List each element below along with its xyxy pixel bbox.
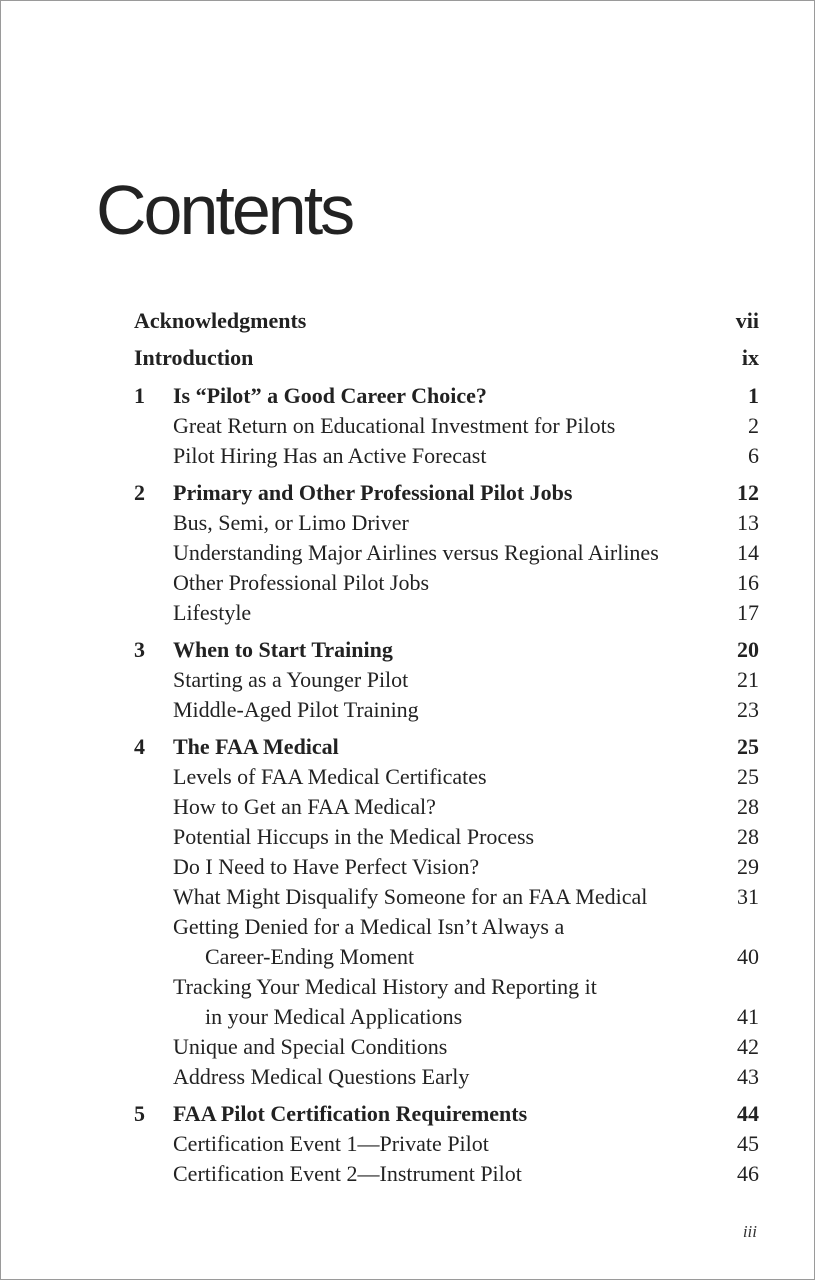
page-ref: 14 (737, 540, 759, 565)
toc-entry-chapter[interactable] (134, 478, 759, 508)
toc-entry-chapter[interactable] (134, 732, 759, 762)
toc-entry-section[interactable] (134, 1129, 759, 1159)
toc-entry-section[interactable] (134, 508, 759, 538)
toc-entry-section[interactable] (134, 1062, 759, 1092)
contents-heading: Contents (96, 171, 353, 249)
page-ref: 23 (737, 697, 759, 722)
page-ref: 28 (737, 824, 759, 849)
section-title: Bus, Semi, or Limo Driver (173, 510, 409, 535)
chapter-title: The FAA Medical (173, 734, 339, 759)
toc-entry-section[interactable] (134, 852, 759, 882)
section-title: Other Professional Pilot Jobs (173, 570, 430, 595)
toc-entry-section[interactable] (134, 912, 759, 942)
section-title: Middle-Aged Pilot Training (173, 697, 419, 722)
toc-entry-chapter[interactable] (134, 381, 759, 411)
section-title: Potential Hiccups in the Medical Process (173, 824, 535, 849)
page-ref: 12 (737, 480, 759, 505)
page-ref: vii (735, 308, 759, 333)
toc-entry-section[interactable] (134, 882, 759, 912)
page-ref: 41 (737, 1004, 759, 1029)
section-title: Do I Need to Have Perfect Vision? (173, 854, 480, 879)
toc-entry-section[interactable] (134, 1032, 759, 1062)
toc-entry-section[interactable] (134, 568, 759, 598)
toc-entry-section[interactable] (134, 538, 759, 568)
page-ref: 13 (737, 510, 759, 535)
page-ref: 31 (737, 884, 759, 909)
section-title: What Might Disqualify Someone for an FAA Medical (173, 884, 648, 909)
chapter-number: 2 (134, 480, 145, 505)
section-title: Certification Event 2—Instrument Pilot (173, 1161, 522, 1186)
section-title: Lifestyle (173, 600, 252, 625)
page-ref: 16 (737, 570, 759, 595)
toc-entry-section[interactable] (134, 1002, 759, 1032)
page-ref: 45 (737, 1131, 759, 1156)
toc-entry-section[interactable] (134, 972, 759, 1002)
section-title: Pilot Hiring Has an Active Forecast (173, 443, 487, 468)
chapter-title: FAA Pilot Certification Requirements (173, 1101, 528, 1126)
chapter-number: 4 (134, 734, 145, 759)
chapter-number: 5 (134, 1101, 145, 1126)
page-ref: 29 (737, 854, 759, 879)
page-ref: 21 (737, 667, 759, 692)
page-number: iii (742, 1222, 757, 1241)
chapter-number: 3 (134, 637, 145, 662)
section-title: How to Get an FAA Medical? (173, 794, 436, 819)
page-ref: 40 (737, 944, 759, 969)
page-ref: 6 (748, 443, 759, 468)
toc-entry-section[interactable] (134, 695, 759, 725)
chapter-number: 1 (134, 383, 145, 408)
section-title: Getting Denied for a Medical Isn’t Always a (173, 914, 565, 939)
page-ref: 46 (737, 1161, 759, 1186)
section-title: Address Medical Questions Early (173, 1064, 470, 1089)
page-ref: 2 (748, 413, 759, 438)
toc-entry-chapter[interactable] (134, 635, 759, 665)
toc-entry-section[interactable] (134, 792, 759, 822)
section-title: Understanding Major Airlines versus Regional Airlines (173, 540, 659, 565)
chapter-title: When to Start Training (173, 637, 393, 662)
toc-entry-section[interactable] (134, 1159, 759, 1189)
section-title: Starting as a Younger Pilot (173, 667, 409, 692)
toc-entry-section[interactable] (134, 762, 759, 792)
section-title: Career-Ending Moment (205, 944, 415, 969)
page-ref: 44 (737, 1101, 759, 1126)
section-title: Unique and Special Conditions (173, 1034, 448, 1059)
page-ref: 17 (737, 600, 759, 625)
page-ref: 25 (737, 734, 759, 759)
page-ref: ix (741, 345, 759, 370)
toc-entry-frontmatter[interactable] (134, 306, 759, 336)
chapter-title: Is “Pilot” a Good Career Choice? (173, 383, 487, 408)
table-of-contents (134, 306, 759, 1189)
toc-entry-section[interactable] (134, 942, 759, 972)
entry-title: Acknowledgments (134, 308, 307, 333)
toc-entry-chapter[interactable] (134, 1099, 759, 1129)
section-title: Certification Event 1—Private Pilot (173, 1131, 489, 1156)
chapter-title: Primary and Other Professional Pilot Jobs (173, 480, 573, 505)
page-ref: 1 (748, 383, 759, 408)
section-title: Levels of FAA Medical Certificates (173, 764, 487, 789)
section-title: Tracking Your Medical History and Reporting it (173, 974, 597, 999)
toc-entry-section[interactable] (134, 411, 759, 441)
toc-entry-section[interactable] (134, 441, 759, 471)
page-ref: 28 (737, 794, 759, 819)
page-ref: 43 (737, 1064, 759, 1089)
toc-entry-section[interactable] (134, 665, 759, 695)
toc-entry-section[interactable] (134, 598, 759, 628)
section-title: in your Medical Applications (205, 1004, 463, 1029)
page-ref: 20 (737, 637, 759, 662)
toc-entry-section[interactable] (134, 822, 759, 852)
page-ref: 42 (737, 1034, 759, 1059)
page-ref: 25 (737, 764, 759, 789)
toc-entry-frontmatter[interactable] (134, 343, 759, 373)
section-title: Great Return on Educational Investment for Pilots (173, 413, 616, 438)
entry-title: Introduction (134, 345, 254, 370)
